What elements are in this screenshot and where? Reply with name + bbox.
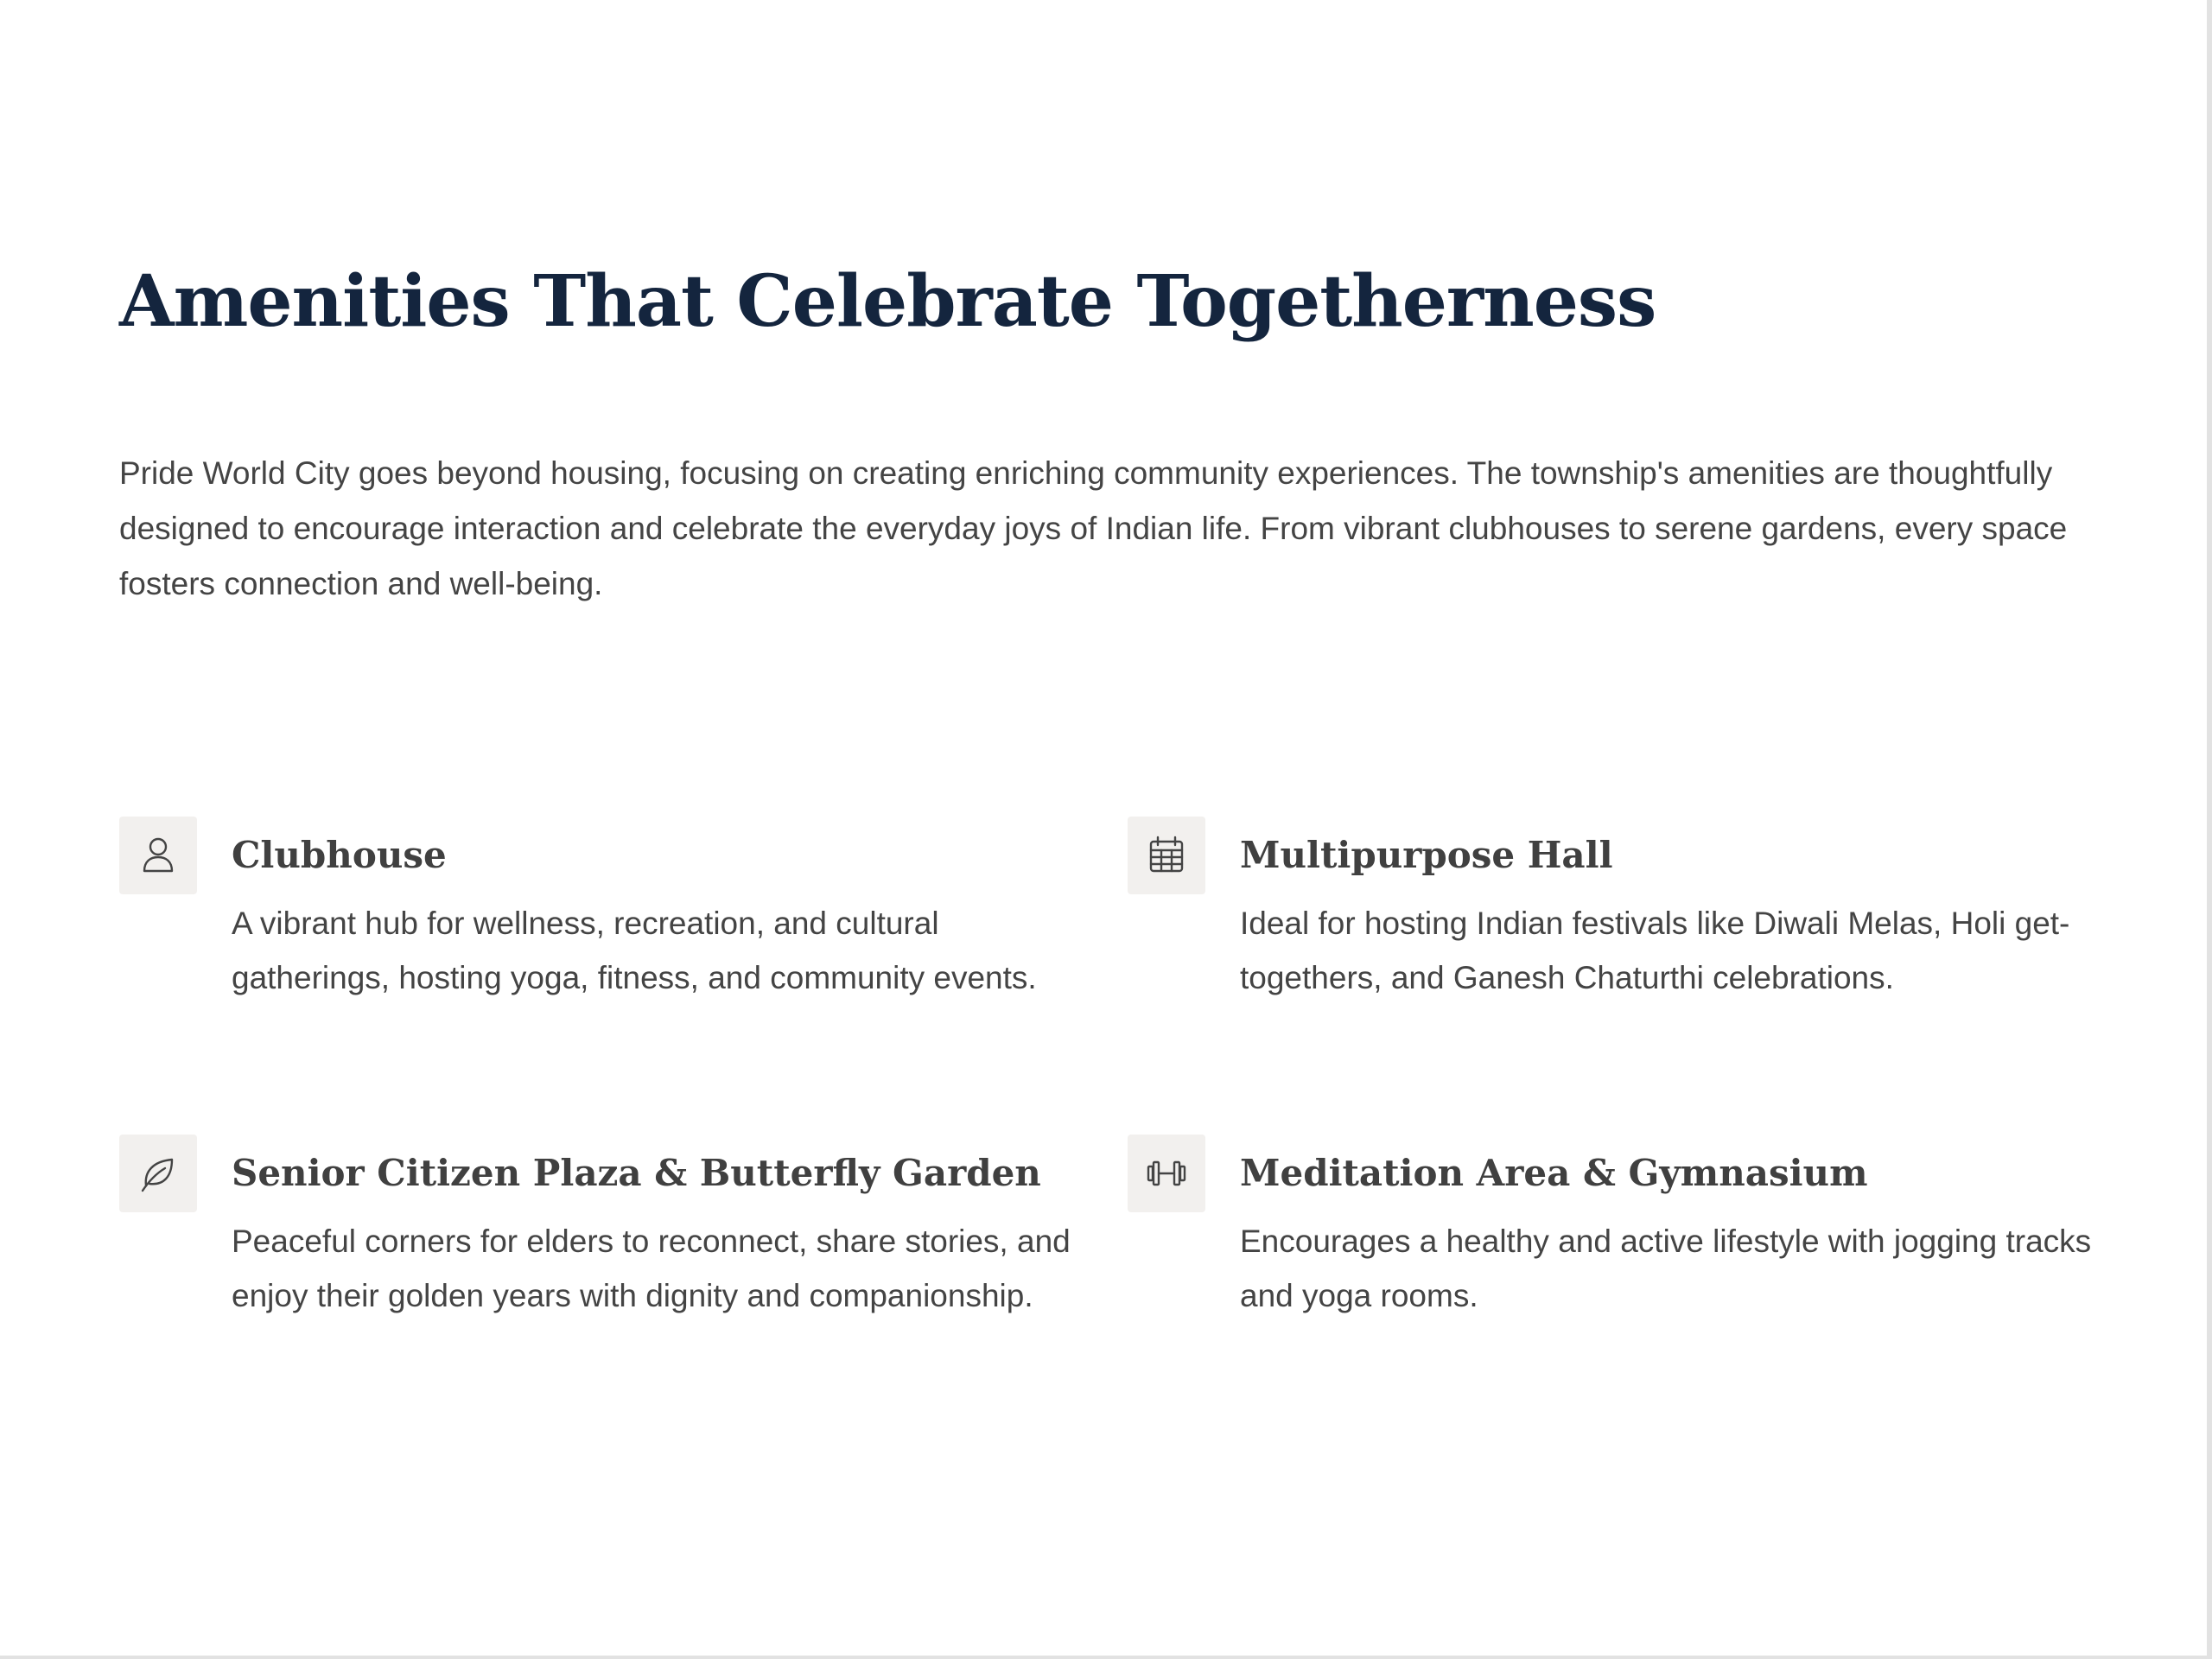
amenity-text (232, 817, 1096, 1005)
leaf-icon-svg (132, 1147, 184, 1199)
leaf-icon (119, 1135, 197, 1212)
dumbbell-icon-svg (1141, 1147, 1192, 1199)
amenity-description: Ideal for hosting Indian festivals like Diwali Melas, Holi get-togethers, and Ganesh Chaturthi celebrations. (1240, 906, 2070, 995)
amenity-description: A vibrant hub for wellness, recreation, and cultural gatherings, hosting yoga, fitness, and community events. (232, 906, 1037, 995)
section-intro: Pride World City goes beyond housing, focusing on creating enriching community experiences. The township's amenities are thoughtfully designed to encourage interaction and celebrate the everyday joys of Indian life. From vibrant clubhouses to serene gardens, every space fosters connection and well-being. (119, 455, 2068, 602)
calendar-icon-svg (1141, 830, 1192, 881)
amenities-grid (119, 817, 2092, 1439)
amenity-description: Peaceful corners for elders to reconnect, share stories, and enjoy their golden years with dignity and companionship. (232, 1224, 1071, 1313)
right-edge-border (2207, 0, 2212, 1659)
amenity-title: Clubhouse (232, 834, 447, 876)
amenity-title: Senior Citizen Plaza & Butterfly Garden (232, 1152, 1041, 1194)
person-icon-svg (132, 830, 184, 881)
bottom-edge-border (0, 1656, 2212, 1659)
calendar-icon (1128, 817, 1205, 894)
amenity-text (1240, 817, 2104, 1005)
amenity-text (1240, 1135, 2104, 1323)
amenities-section (119, 259, 2092, 1313)
section-title: Amenities That Celebrate Togetherness (119, 260, 1656, 343)
amenity-title: Multipurpose Hall (1240, 834, 1613, 876)
amenity-description: Encourages a healthy and active lifestyle with jogging tracks and yoga rooms. (1240, 1224, 2092, 1313)
dumbbell-icon (1128, 1135, 1205, 1212)
person-icon (119, 817, 197, 894)
amenity-title: Meditation Area & Gymnasium (1240, 1152, 1868, 1194)
amenity-text (232, 1135, 1096, 1323)
